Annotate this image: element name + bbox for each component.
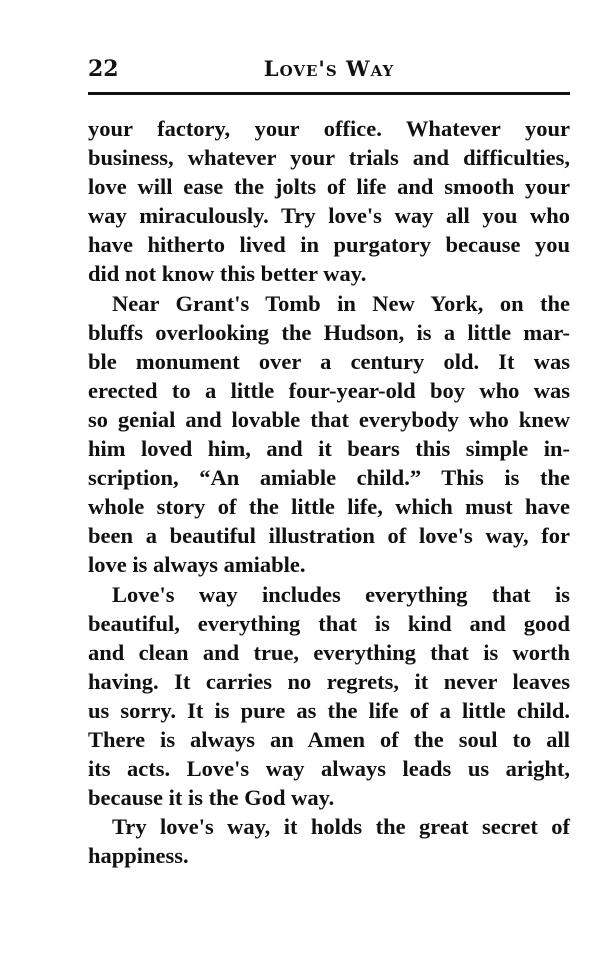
page-number: 22 [88, 56, 119, 82]
text-line: its acts. Love's way always leads us aright, [88, 756, 570, 782]
text-line: Try love's way, it holds the great secret of [112, 814, 570, 840]
text-line: been a beautiful illustration of love's way, for [88, 523, 570, 549]
text-line: happiness. [88, 843, 189, 869]
text-line: ble monument over a century old. It was [88, 348, 570, 374]
running-header [88, 56, 570, 86]
text-line: him loved him, and it bears this simple in- [88, 436, 570, 462]
text-line: bluffs overlooking the Hudson, is a little mar- [88, 319, 570, 345]
text-line: There is always an Amen of the soul to all [88, 726, 570, 752]
text-line: love will ease the jolts of life and smooth your [88, 174, 570, 200]
text-line: having. It carries no regrets, it never leaves [88, 668, 570, 694]
paragraph [88, 289, 570, 580]
text-line: your factory, your office. Whatever your [88, 116, 570, 141]
text-line: have hitherto lived in purgatory because you [88, 232, 570, 258]
text-line: Love's way includes everything that is [112, 581, 570, 607]
text-line: us sorry. It is pure as the life of a little child. [88, 697, 570, 723]
text-line: beautiful, everything that is kind and good [88, 610, 570, 636]
text-line: because it is the God way. [88, 785, 335, 811]
paragraph [88, 580, 570, 813]
text-line: erected to a little four-year-old boy who was [88, 377, 570, 403]
text-line: and clean and true, everything that is worth [88, 639, 570, 665]
paragraph [88, 114, 570, 289]
text-line: so genial and lovable that everybody who knew [88, 406, 570, 432]
text-line: scription, “An amiable child.” This is the [88, 465, 570, 491]
text-line: way miraculously. Try love's way all you who [88, 203, 570, 229]
text-line: business, whatever your trials and difficulties, [88, 145, 570, 171]
page-body [88, 114, 570, 870]
text-line: did not know this better way. [88, 261, 367, 287]
running-title: Love's Way [263, 56, 395, 81]
header-rule [88, 92, 570, 95]
text-line: Near Grant's Tomb in New York, on the [112, 290, 570, 316]
paragraph [88, 812, 570, 870]
text-line: whole story of the little life, which must have [88, 494, 570, 520]
text-line: love is always amiable. [88, 552, 306, 578]
